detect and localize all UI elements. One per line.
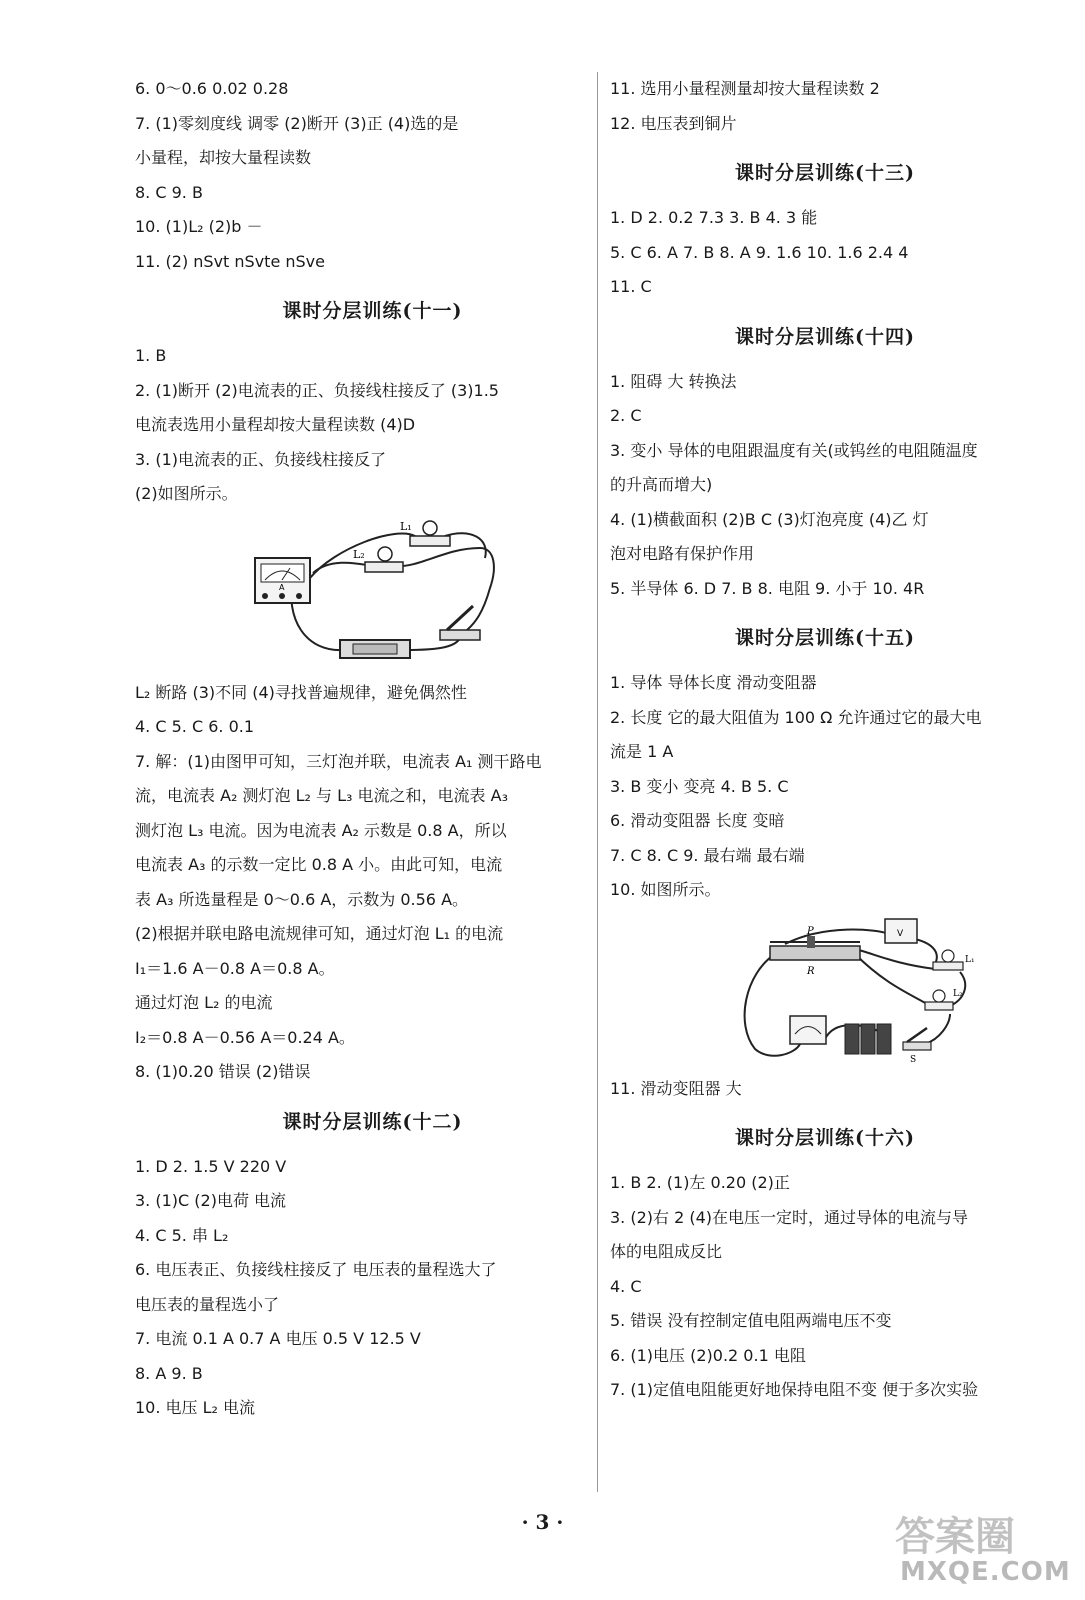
answer-line: 3. 变小 导体的电阻跟温度有关(或钨丝的电阻随温度 (610, 440, 978, 460)
answer-line: 3. B 变小 变亮 4. B 5. C (610, 776, 789, 796)
right-top-answers (610, 72, 1040, 141)
answer-line: I₂＝0.8 A－0.56 A＝0.24 A。 (135, 1027, 355, 1047)
voltmeter-icon (885, 919, 917, 943)
answer-line: 3. (2)右 2 (4)在电压一定时，通过导体的电流与导 (610, 1207, 969, 1227)
answer-line: 测灯泡 L₃ 电流。因为电流表 A₂ 示数是 0.8 A，所以 (135, 820, 507, 840)
answer-line: 4. C (610, 1276, 642, 1296)
answer-line: 8. A 9. B (135, 1363, 203, 1383)
svg-text:A: A (279, 582, 285, 592)
circuit-figure-rheostat (735, 914, 985, 1064)
answer-line: 电流表 A₃ 的示数一定比 0.8 A 小。由此可知，电流 (135, 855, 503, 874)
circuit-diagram-2 (735, 914, 985, 1064)
answer-line: 4. C 5. 串 L₂ (135, 1225, 229, 1245)
section-title: 课时分层训练(十四) (735, 325, 915, 348)
watermark-en: MXQE.COM (900, 1557, 1071, 1587)
answer-line: 1. D 2. 0.2 7.3 3. B 4. 3 能 (610, 208, 818, 227)
answer-line: 电压表的量程选小了 (135, 1294, 280, 1314)
right-column (610, 72, 1040, 1408)
answer-line: 的升高而增大) (610, 475, 713, 494)
answer-line: L₂ 断路 (3)不同 (4)寻找普遍规律，避免偶然性 (135, 682, 467, 702)
answer-line: 通过灯泡 L₂ 的电流 (135, 993, 273, 1012)
answer-line: I₁＝1.6 A－0.8 A＝0.8 A。 (135, 958, 335, 978)
answer-line: 5. 半导体 6. D 7. B 8. 电阻 9. 小于 10. 4R (610, 578, 925, 598)
answer-line: 4. C 5. C 6. 0.1 (135, 717, 255, 736)
answer-line: 泡对电路有保护作用 (610, 544, 755, 563)
answer-line: 10. (1)L₂ (2)b － (135, 217, 263, 236)
section-14-answers (610, 365, 1040, 607)
svg-text:L₂: L₂ (953, 988, 963, 999)
answer-line: 2. 长度 它的最大阻值为 100 Ω 允许通过它的最大电 (610, 707, 982, 727)
svg-text:L₁: L₁ (965, 954, 975, 965)
answer-line: 小量程，却按大量程读数 (135, 148, 312, 167)
section-12-answers (135, 1150, 590, 1426)
section-16-answers (610, 1166, 1040, 1408)
section-15-answers (610, 666, 1040, 908)
answer-line: 1. B 2. (1)左 0.20 (2)正 (610, 1173, 790, 1192)
answer-line: 8. C 9. B (135, 182, 203, 202)
answer-line: 11. 选用小量程测量却按大量程读数 2 (610, 79, 880, 98)
battery-icon (340, 640, 410, 658)
answer-line: 2. (1)断开 (2)电流表的正、负接线柱接反了 (3)1.5 (135, 380, 499, 400)
answer-line: 流是 1 A (610, 742, 674, 761)
bulb-l1-icon (933, 950, 975, 970)
answer-line: 10. 如图所示。 (610, 880, 721, 899)
section-11-answers (135, 339, 590, 512)
watermark-logo (880, 1505, 1075, 1595)
ammeter-icon (790, 1016, 826, 1044)
answer-line: 7. (1)定值电阻能更好地保持电阻不变 便于多次实验 (610, 1380, 979, 1399)
svg-text:R: R (807, 965, 815, 977)
ammeter-icon (255, 558, 310, 603)
section-13-answers (610, 201, 1040, 305)
answer-line: 6. (1)电压 (2)0.2 0.1 电阻 (610, 1345, 806, 1365)
answer-line: 7. C 8. C 9. 最右端 最右端 (610, 845, 805, 865)
answer-line: 3. (1)电流表的正、负接线柱接反了 (135, 449, 387, 469)
answer-line: 11. (2) nSvt nSvte nSve (135, 251, 325, 271)
answer-line: 10. 电压 L₂ 电流 (135, 1398, 256, 1417)
section-title: 课时分层训练(十一) (282, 300, 463, 322)
answer-line: 1. 导体 导体长度 滑动变阻器 (610, 673, 817, 692)
circuit-diagram-1 (245, 518, 505, 668)
answer-line: 电流表选用小量程却按大量程读数 (4)D (135, 415, 416, 434)
answer-line: 1. D 2. 1.5 V 220 V (135, 1156, 287, 1176)
section-11-answers-continued (135, 676, 590, 1090)
answer-line: 4. (1)横截面积 (2)B C (3)灯泡亮度 (4)乙 灯 (610, 509, 929, 529)
answer-line: (2)根据并联电路电流规律可知，通过灯泡 L₁ 的电流 (135, 924, 504, 943)
answer-line: 8. (1)0.20 错误 (2)错误 (135, 1062, 311, 1081)
svg-text:L₁: L₁ (400, 519, 412, 533)
left-column (135, 72, 590, 1426)
watermark-cn: 答案圈 (895, 1514, 1015, 1560)
answer-line: 5. 错误 没有控制定值电阻两端电压不变 (610, 1311, 892, 1330)
answer-line: 7. (1)零刻度线 调零 (2)断开 (3)正 (4)选的是 (135, 113, 459, 133)
answer-line: 11. 滑动变阻器 大 (610, 1078, 742, 1098)
page-number: · 3 · (521, 1510, 564, 1534)
circuit-figure-parallel-bulbs (245, 518, 505, 668)
answer-line: 表 A₃ 所选量程是 0～0.6 A，示数为 0.56 A。 (135, 889, 469, 909)
section-title: 课时分层训练(十二) (282, 1110, 463, 1133)
answer-line: 2. C (610, 406, 642, 425)
answer-line: 3. (1)C (2)电荷 电流 (135, 1191, 287, 1210)
column-divider (597, 72, 598, 1492)
answer-line: 7. 解：(1)由图甲可知，三灯泡并联，电流表 A₁ 测干路电 (135, 751, 542, 771)
answer-line: 6. 电压表正、负接线柱接反了 电压表的量程选大了 (135, 1260, 497, 1279)
answer-line: 1. 阻碍 大 转换法 (610, 371, 737, 391)
switch-icon (903, 1028, 931, 1064)
answer-line: 6. 滑动变阻器 长度 变暗 (610, 811, 785, 830)
svg-text:S: S (910, 1054, 917, 1064)
answer-line: 11. C (610, 277, 652, 296)
answer-line: 7. 电流 0.1 A 0.7 A 电压 0.5 V 12.5 V (135, 1329, 421, 1348)
answer-line: 流，电流表 A₂ 测灯泡 L₂ 与 L₃ 电流之和，电流表 A₃ (135, 786, 508, 805)
answer-line: 体的电阻成反比 (610, 1242, 723, 1261)
svg-text:P: P (807, 925, 814, 937)
svg-text:L₂: L₂ (353, 547, 365, 561)
bulb-l2-icon (353, 547, 403, 572)
left-top-answers (135, 72, 590, 279)
answer-line: 12. 电压表到铜片 (610, 113, 737, 133)
section-title: 课时分层训练(十三) (735, 162, 915, 184)
battery-icon (845, 1024, 891, 1054)
svg-text:V: V (897, 928, 904, 939)
answer-line: 5. C 6. A 7. B 8. A 9. 1.6 10. 1.6 2.4 4 (610, 242, 909, 262)
section-15-answers-continued (610, 1072, 1040, 1107)
answer-line: 1. B (135, 346, 167, 365)
section-title: 课时分层训练(十五) (735, 627, 915, 649)
answer-line: 6. 0～0.6 0.02 0.28 (135, 79, 289, 98)
bulb-l2-icon (925, 989, 963, 1010)
section-title: 课时分层训练(十六) (735, 1127, 915, 1149)
answer-line: (2)如图所示。 (135, 484, 238, 503)
